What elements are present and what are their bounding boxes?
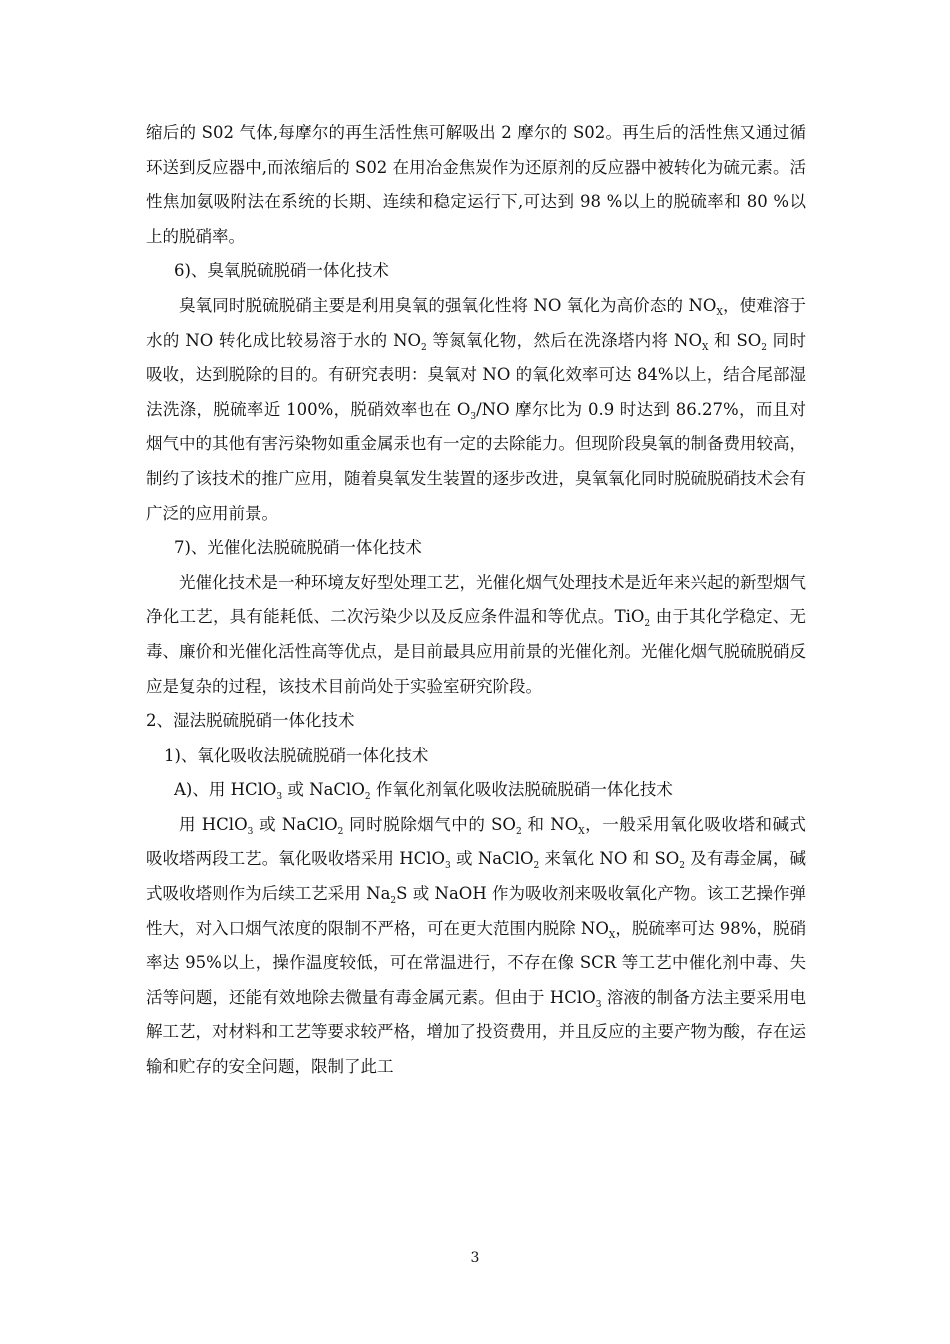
body-paragraph: 光催化技术是一种环境友好型处理工艺，光催化烟气处理技术是近年来兴起的新型烟气净化工艺，具有能耗低、二次污染少以及反应条件温和等优点。TiO$_2$ 由于其化学稳定、无毒、廉价和光催化活性高等优点，是目前最具应用前景的光催化剂。光催化烟气脱硫脱硝反应是复杂的过程，该技术目前尚处于实验室研究阶段。 <box>146 572 807 696</box>
section-heading: 6)、臭氧脱硫脱硝一体化技术 <box>174 261 389 281</box>
document-body <box>146 116 806 1085</box>
section-heading: 2、湿法脱硫脱硝一体化技术 <box>146 711 355 731</box>
section-heading: 7)、光催化法脱硫脱硝一体化技术 <box>174 538 422 558</box>
section-heading: A)、用 HClO$_3$ 或 NaClO$_2$ 作氧化剂氧化吸收法脱硫脱硝一体化技术 <box>174 780 673 803</box>
page-number: 3 <box>470 1250 480 1266</box>
body-paragraph: 缩后的 S02 气体,每摩尔的再生活性焦可解吸出 2 摩尔的 S02。再生后的活性焦又通过循环送到反应器中,而浓缩后的 S02 在用冶金焦炭作为还原剂的反应器中被转化为硫元素。活性焦加氨吸附法在系统的长期、连续和稳定运行下,可达到 98 %以上的脱硫率和 80 %以上的脱硝率。 <box>146 123 806 246</box>
body-paragraph: 用 HClO$_3$ 或 NaClO$_2$ 同时脱除烟气中的 $SO_2$ 和 $NO_X$，一般采用氧化吸收塔和碱式吸收塔两段工艺。氧化吸收塔采用 HClO$_3$ 或 NaClO$_2$ 来氧化 NO 和 $SO_2$ 及有毒金属，碱式吸收塔则作为后续工艺采用 $Na_2S$ 或 NaOH 作为吸收剂来吸收氧化产物。该工艺操作弹性大，对入口烟气浓度的限制不严格，可在更大范围内脱除 $NO_X$，脱硫率可达 98%，脱硝率达 95%以上，操作温度较低，可在常温进行，不存在像 SCR 等工艺中催化剂中毒、失活等问题，还能有效地除去微量有毒金属元素。但由于 HClO$_3$ 溶液的制备方法主要采用电解工艺，对材料和工艺等要求较严格，增加了投资费用，并且反应的主要产物为酸，存在运输和贮存的安全问题，限制了此工 <box>146 814 807 1077</box>
body-paragraph: 臭氧同时脱硫脱硝主要是利用臭氧的强氧化性将 NO 氧化为高价态的 $NO_X$，使难溶于水的 NO 转化成比较易溶于水的 $NO_2$ 等氮氧化物，然后在洗涤塔内将 $NO_X$ 和 $SO_2$ 同时吸收，达到脱除的目的。有研究表明：臭氧对 NO 的氧化效率可达 84%以上，结合尾部湿法洗涤，脱硫率近 100%，脱硝效率也在 $O_3/NO$ 摩尔比为 0.9 时达到 86.27%，而且对烟气中的其他有害污染物如重金属汞也有一定的去除能力。但现阶段臭氧的制备费用较高，制约了该技术的推广应用，随着臭氧发生装置的逐步改进，臭氧氧化同时脱硫脱硝技术会有广泛的应用前景。 <box>146 295 807 523</box>
section-heading: 1)、氧化吸收法脱硫脱硝一体化技术 <box>164 745 429 765</box>
